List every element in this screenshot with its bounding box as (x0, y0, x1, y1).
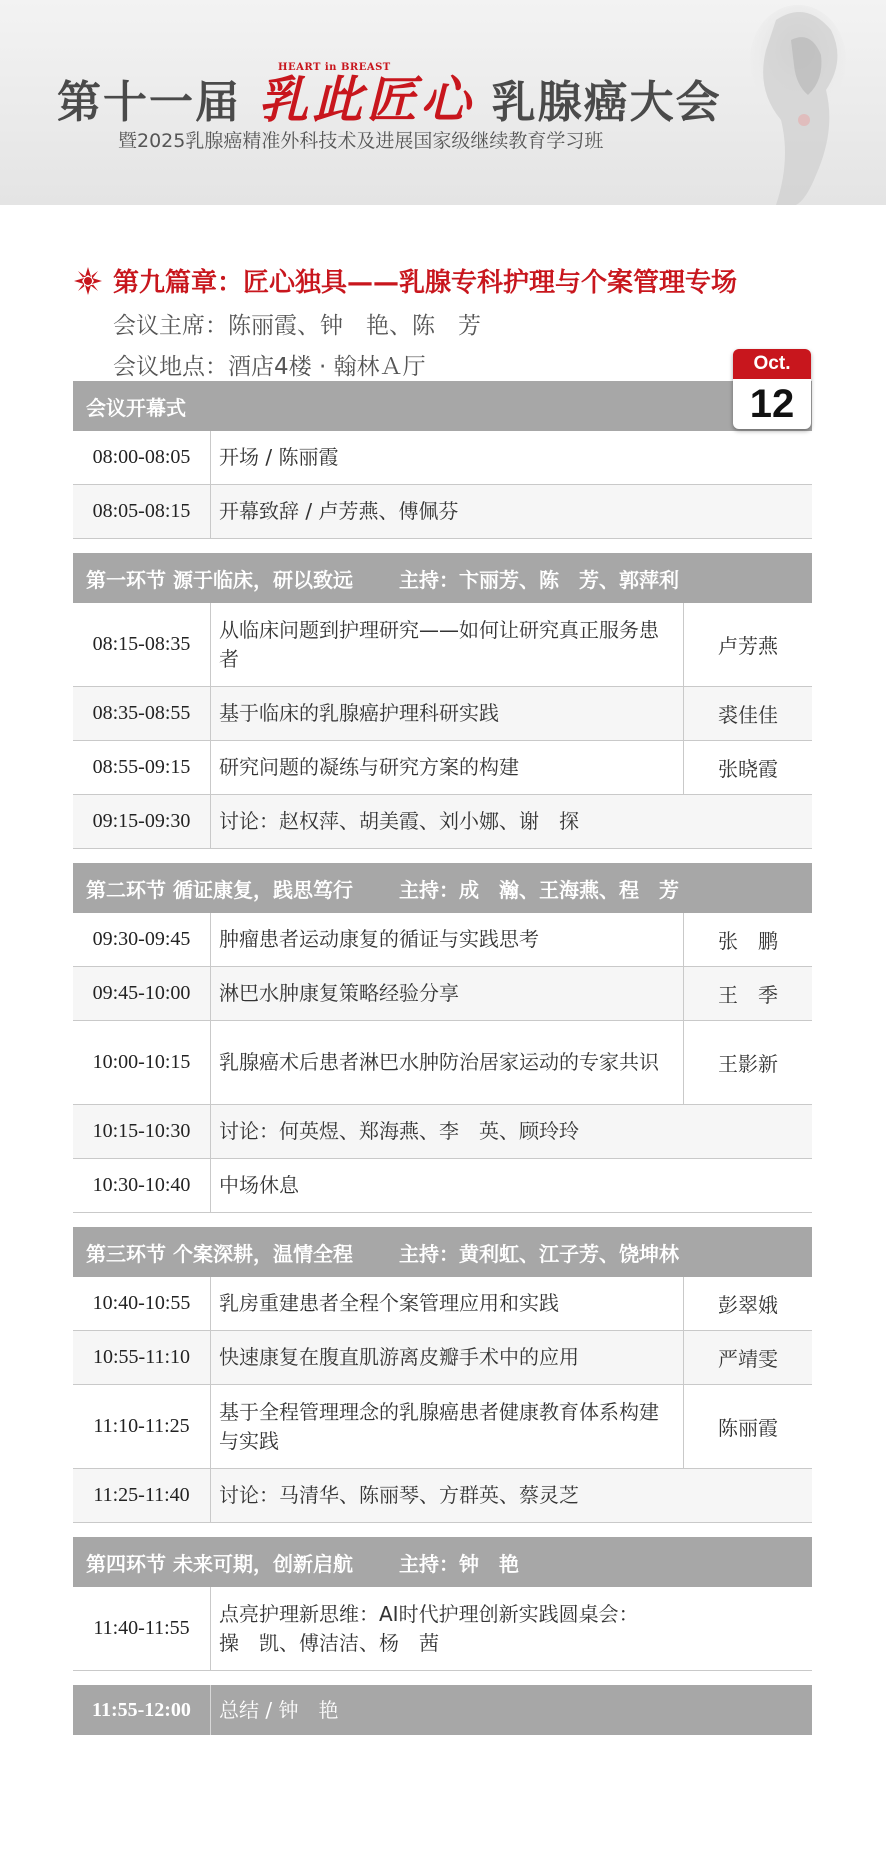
session-heading (73, 262, 833, 381)
speaker-cell: 卢芳燕 (683, 603, 812, 686)
block-header (73, 863, 812, 913)
time-cell: 11:40-11:55 (73, 1587, 211, 1670)
topic-cell: 基于全程管理理念的乳腺癌患者健康教育体系构建与实践 (219, 1399, 659, 1453)
table-row (73, 1105, 812, 1159)
block-title: 第三环节 个案深耕，温情全程 (86, 1241, 353, 1266)
topic-cell: 基于临床的乳腺癌护理科研实践 (219, 701, 499, 725)
topic-cell: 讨论：赵权萍、胡美霞、刘小娜、谢 探 (219, 809, 579, 833)
session-title: 第九篇章：匠心独具——乳腺专科护理与个案管理专场 (113, 268, 738, 298)
time-cell: 10:15-10:30 (73, 1105, 211, 1158)
agenda-block (73, 1537, 812, 1671)
topic-cell: 讨论：何英煜、郑海燕、李 英、顾玲玲 (219, 1119, 579, 1143)
topic-cell: 总结 / 钟 艳 (219, 1697, 339, 1722)
session-venue: 会议地点：酒店4楼 · 翰林Ａ厅 (113, 354, 426, 380)
agenda-block (73, 863, 812, 1213)
speaker-cell: 陈丽霞 (683, 1385, 812, 1468)
table-row (73, 913, 812, 967)
agenda-block (73, 381, 812, 539)
time-cell: 10:00-10:15 (73, 1021, 211, 1104)
speaker-cell: 裘佳佳 (683, 687, 812, 740)
table-row (73, 1469, 812, 1523)
block-title: 会议开幕式 (86, 395, 186, 420)
time-cell: 09:45-10:00 (73, 967, 211, 1020)
time-cell: 10:30-10:40 (73, 1159, 211, 1212)
table-row (73, 741, 812, 795)
topic-cell: 点亮护理新思维：AI时代护理创新实践圆桌会： 操 凯、傅洁洁、杨 茜 (219, 1601, 639, 1655)
table-row (73, 1021, 812, 1105)
table-row (73, 431, 812, 485)
speaker-cell: 严靖雯 (683, 1331, 812, 1384)
time-cell: 11:25-11:40 (73, 1469, 211, 1522)
speaker-cell: 王影新 (683, 1021, 812, 1104)
block-header (73, 1537, 812, 1587)
flower-icon (73, 266, 103, 296)
agenda-block (73, 1227, 812, 1523)
header-banner (0, 0, 886, 205)
topic-cell: 肿瘤患者运动康复的循证与实践思考 (219, 927, 539, 951)
time-cell: 11:10-11:25 (73, 1385, 211, 1468)
date-month: Oct. (733, 349, 811, 379)
block-host: 主持：黄利虹、江子芳、饶坤林 (398, 1241, 679, 1266)
time-cell: 08:00-08:05 (73, 431, 211, 484)
session-chairs: 会议主席：陈丽霞、钟 艳、陈 芳 (113, 313, 481, 339)
table-row (73, 1277, 812, 1331)
topic-cell: 中场休息 (219, 1173, 299, 1197)
block-title: 第四环节 未来可期，创新启航 (86, 1551, 353, 1576)
agenda-block (73, 553, 812, 849)
topic-cell: 研究问题的凝练与研究方案的构建 (219, 755, 519, 779)
table-row (73, 1159, 812, 1213)
speaker-cell: 张 鹏 (683, 913, 812, 966)
topic-cell: 乳腺癌术后患者淋巴水肿防治居家运动的专家共识 (219, 1050, 659, 1074)
block-host: 主持：卞丽芳、陈 芳、郭萍利 (398, 567, 679, 592)
title-suffix: 乳腺癌大会 (491, 77, 722, 128)
topic-cell: 快速康复在腹直肌游离皮瓣手术中的应用 (219, 1345, 579, 1369)
topic-cell: 开场 / 陈丽霞 (219, 445, 339, 469)
time-cell: 09:15-09:30 (73, 795, 211, 848)
time-cell: 10:55-11:10 (73, 1331, 211, 1384)
table-row (73, 687, 812, 741)
agenda (73, 381, 812, 1735)
brand-tagline: HEART in BREAST (278, 62, 391, 73)
time-cell: 09:30-09:45 (73, 913, 211, 966)
block-header (73, 553, 812, 603)
table-row (73, 485, 812, 539)
topic-cell: 从临床问题到护理研究——如何让研究真正服务患者 (219, 617, 659, 671)
block-header (73, 381, 812, 431)
speaker-cell: 王 季 (683, 967, 812, 1020)
decorative-figure-image (736, 0, 866, 205)
topic-cell: 淋巴水肿康复策略经验分享 (219, 981, 459, 1005)
speaker-cell: 张晓霞 (683, 741, 812, 794)
table-row (73, 1385, 812, 1469)
time-cell: 08:15-08:35 (73, 603, 211, 686)
speaker-cell: 彭翠娥 (683, 1277, 812, 1330)
block-host: 主持：成 瀚、王海燕、程 芳 (398, 877, 679, 902)
topic-cell: 讨论：马清华、陈丽琴、方群英、蔡灵芝 (219, 1483, 579, 1507)
brand-calligraphy: 乳此匠心 (258, 70, 475, 129)
table-row (73, 603, 812, 687)
block-title: 第一环节 源于临床，研以致远 (86, 567, 353, 592)
time-cell: 11:55-12:00 (73, 1685, 211, 1735)
block-header (73, 1227, 812, 1277)
time-cell: 08:35-08:55 (73, 687, 211, 740)
table-row (73, 1331, 812, 1385)
closing-row (73, 1685, 812, 1735)
session-title-row (73, 262, 833, 299)
table-row (73, 795, 812, 849)
conference-subtitle: 暨2025乳腺癌精准外科技术及进展国家级继续教育学习班 (118, 130, 604, 152)
table-row (73, 967, 812, 1021)
time-cell: 10:40-10:55 (73, 1277, 211, 1330)
time-cell: 08:55-09:15 (73, 741, 211, 794)
block-title: 第二环节 循证康复，践思笃行 (86, 877, 353, 902)
date-badge (733, 349, 811, 429)
block-host: 主持：钟 艳 (398, 1551, 519, 1576)
title-prefix: 第十一届 (57, 77, 241, 128)
time-cell: 08:05-08:15 (73, 485, 211, 538)
topic-cell: 开幕致辞 / 卢芳燕、傅佩芬 (219, 499, 459, 523)
topic-cell: 乳房重建患者全程个案管理应用和实践 (219, 1291, 559, 1315)
date-day: 12 (749, 381, 795, 426)
table-row (73, 1587, 812, 1671)
